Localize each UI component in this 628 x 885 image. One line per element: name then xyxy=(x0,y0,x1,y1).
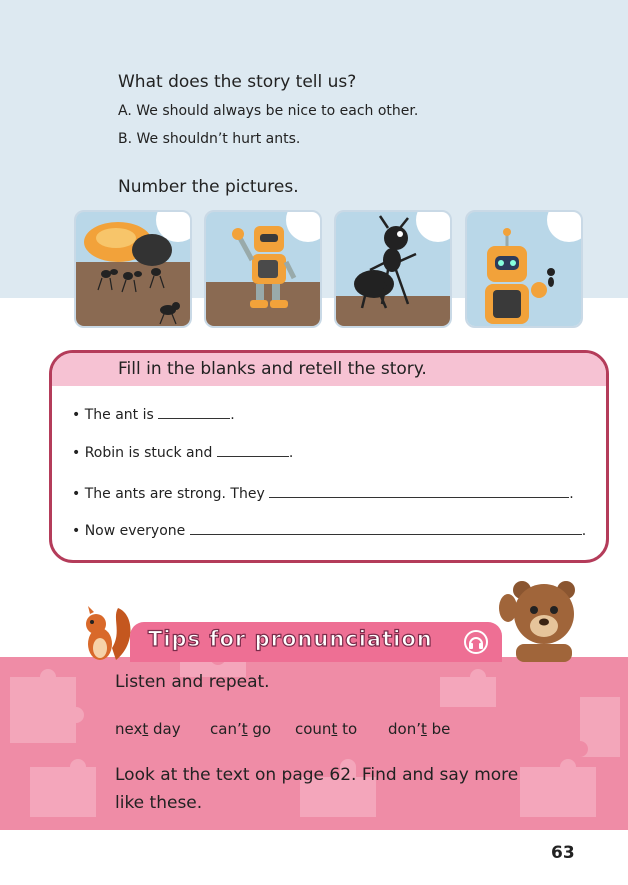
squirrel-icon xyxy=(78,604,134,664)
blank-line-3-text: • The ants are strong. They xyxy=(72,486,270,502)
number-pictures-title: Number the pictures. xyxy=(118,177,299,197)
robot-holding-ant-picture xyxy=(465,210,583,328)
word-pair-1-b: day xyxy=(148,720,181,738)
blank-line-3-end: . xyxy=(569,486,574,502)
word-pair-2-a: can’ xyxy=(210,720,242,738)
blank-line-2-end: . xyxy=(288,445,294,461)
word-pair-2 xyxy=(210,720,271,738)
blank-line-2-text: • Robin is stuck and xyxy=(72,445,217,461)
word-pair-4-a: don’ xyxy=(388,720,421,738)
fill-blanks-box xyxy=(49,350,609,563)
tips-title-bar xyxy=(130,622,502,662)
blank-3[interactable] xyxy=(269,484,569,498)
robot-waving-picture xyxy=(204,210,322,328)
page-number: 63 xyxy=(551,843,575,863)
word-pair-4-t: t xyxy=(420,720,427,738)
word-pair-3-a: coun xyxy=(295,720,332,738)
option-a: A. We should always be nice to each other. xyxy=(118,103,419,119)
ant-standing-picture xyxy=(334,210,452,328)
word-pair-3 xyxy=(295,720,357,738)
listen-instruction: Listen and repeat. xyxy=(115,672,270,692)
blank-line-4-end: . xyxy=(581,523,587,539)
blank-line-1 xyxy=(72,405,235,423)
option-b: B. We shouldn’t hurt ants. xyxy=(118,131,301,147)
question-title: What does the story tell us? xyxy=(118,72,357,92)
word-pair-1-a: nex xyxy=(115,720,143,738)
blank-line-1-end: . xyxy=(230,407,235,423)
blank-line-4-text: • Now everyone xyxy=(72,523,190,539)
word-pair-3-t: t xyxy=(331,720,338,738)
blank-line-3 xyxy=(72,484,574,502)
word-pair-1-t: t xyxy=(142,720,149,738)
tips-title: Tips for pronunciation xyxy=(148,627,433,651)
blank-2[interactable] xyxy=(217,443,289,457)
blank-1[interactable] xyxy=(158,405,230,419)
word-pair-4 xyxy=(388,720,450,738)
blank-line-1-text: • The ant is xyxy=(72,407,159,423)
word-pair-4-b: be xyxy=(426,720,451,738)
blank-4[interactable] xyxy=(190,521,582,535)
fill-blanks-title: Fill in the blanks and retell the story. xyxy=(118,359,427,379)
headphones-icon xyxy=(464,630,488,654)
blank-line-4 xyxy=(72,521,586,539)
look-instruction: Look at the text on page 62. Find and say more like these. xyxy=(115,765,519,813)
word-pair-3-b: to xyxy=(337,720,358,738)
word-pair-2-t: t xyxy=(241,720,248,738)
bear-icon xyxy=(496,572,586,662)
word-pair-1 xyxy=(115,720,181,738)
blank-line-2 xyxy=(72,443,293,461)
ants-pushing-robot-picture xyxy=(74,210,192,328)
word-pair-2-b: go xyxy=(247,720,272,738)
